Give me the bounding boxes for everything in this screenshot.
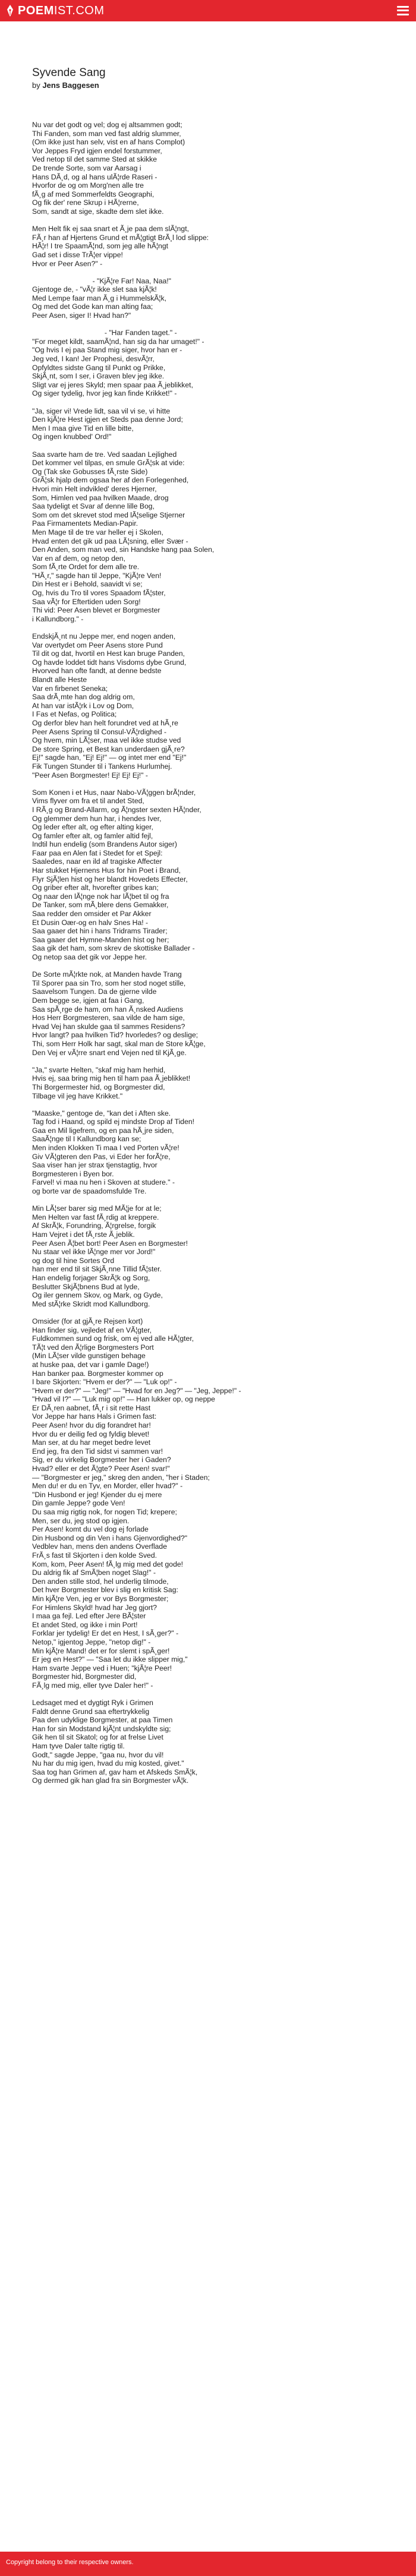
logo-text-bold: POEM (18, 4, 54, 17)
poem-line: Tag fod i Haand, og spild ej mindste Drop af Tiden! (32, 1117, 195, 1126)
poem-line: Og leder efter alt, og efter alting kiger, (32, 823, 153, 832)
poem-line: Er DÃ¸ren aabnet, fÃ¸r i sit rette Hast (32, 1403, 151, 1412)
poem-line: Hans DÃ¸d, og al hans ulÃ¦rde Raseri - (32, 172, 157, 181)
poem-line: Peer Asen, siger I! Hvad han?" (32, 311, 131, 320)
poem-line: Fik Tungen Stunder til i Tankens Hurlumhej. (32, 762, 172, 771)
poem-line: Det kommer vel tilpas, en smule GrÃ¦sk at vide: (32, 459, 185, 468)
poem-line: Det hver Borgmester blev i slig en kritisk Sag: (32, 1586, 178, 1595)
poem-line: "Ja," svarte Helten, "skaf mig ham herhid, (32, 1065, 166, 1074)
poem-line: - "KjÃ¦re Far! Naa, Naa!" (32, 276, 171, 285)
poem-line: Hvad enten det gik ud paa LÃ¦sning, eller Svær - (32, 536, 188, 545)
poem-line: Thi Fanden, som man ved fast aldrig slummer, (32, 129, 181, 138)
by-label: by (32, 81, 40, 90)
poem-line: Paa den udyklige Borgmester, at paa Timen (32, 1716, 173, 1725)
poem-line: De Sorte mÃ¦rkte nok, at Manden havde Trang (32, 970, 182, 979)
poem-line: Saa viser han jer strax tjenstagtig, hvor (32, 1161, 157, 1170)
poem-line: Til Sporer paa sin Tro, som her stod noget stille, (32, 978, 186, 987)
poem-line: Min kjÃ¦re Mand! det er for slemt i spÃ¸ger! (32, 1646, 170, 1655)
poem-line: Dem begge se, igjen at faa i Gang, (32, 996, 144, 1005)
poem-line: Og med det Gode kan man alting faa; (32, 302, 153, 311)
poem-line: Opfyldtes sidste Gang til Punkt og Prikke, (32, 363, 166, 372)
stanza (32, 329, 389, 398)
stanza (32, 1317, 389, 1690)
poem-line: Og hvem, min LÃ¦ser, maa vel ikke studse ved (32, 736, 181, 745)
poem-line: TÃ¦t ved den Ã¦rlige Borgmesters Port (32, 1343, 154, 1352)
poem-line: Ej!" sagde han, "Ej! Ej!" — og intet mer end "Ej!" (32, 753, 187, 762)
stanza (32, 970, 389, 1057)
poem-line: Hvorfor de og om Morg'nen alle tre (32, 181, 144, 190)
poem-line: "Maaske," gentoge de, "kan det i Aften ske. (32, 1109, 171, 1117)
poem-line: Var overtydet om Peer Asens store Pund (32, 640, 163, 649)
poem-line: Flyr SjÃ¦len hist og her blandt Hovedets Effecter, (32, 875, 188, 883)
poem-line: Nu har du mig igen, hvad du mig kosted, givet." (32, 1759, 184, 1768)
poem-line: Men I maa give Tid en lille bitte, (32, 424, 134, 433)
poem-line: EndskjÃ¸nt nu Jeppe mer, end nogen anden, (32, 632, 176, 641)
poem-line: Nu var det godt og vel; dog ej altsammen godt; (32, 121, 182, 129)
poem-line: Thi, som Herr Holk har sagt, skal man de Store kÃ¦ge, (32, 1039, 206, 1048)
poem-line: Og netop saa det gik vor Jeppe her. (32, 953, 147, 961)
poem-line: Af SkrÃ¦k, Forundring, Ã¦rgrelse, forgik (32, 1221, 156, 1230)
poem-line: Netop," igjentog Jeppe, "netop dig!" - (32, 1637, 151, 1646)
poem-line: Som fÃ¸rte Ordet for dem alle tre. (32, 563, 140, 572)
poem-line: "Hvad vil I?" — "Luk mig op!" — Han lukker op, og neppe (32, 1395, 215, 1404)
poem-line: (Om ikke just han selv, vist en af hans Complot) (32, 138, 185, 147)
poem-line: Var en firbenet Seneka; (32, 684, 108, 693)
poem-line: Vor Jeppe har hans Hals i Grimen fast: (32, 1412, 157, 1421)
poem-line: Min kjÃ¦re Ven, jeg er vor Bys Borgmester; (32, 1594, 169, 1603)
poem-line: Den Anden, som man ved, sin Handske hang paa Solen, (32, 545, 215, 554)
poem-line: Som Konen i et Hus, naar Nabo-VÃ¦ggen brÃ¦nder, (32, 788, 196, 797)
poem-line: Han endelig forjager SkrÃ¦k og Sorg, (32, 1273, 150, 1282)
poem-line: Blandt alle Heste (32, 675, 87, 684)
poem-title: Syvende Sang (32, 67, 106, 79)
poem-line: Jeg ved, I kan! Jer Prophesi, desvÃ¦rr, (32, 355, 155, 364)
poem-line: For Himlens Skyld! hvad har Jeg gjort? (32, 1603, 157, 1612)
poem-line: Saaledes, naar en ild af tragiske Affecter (32, 857, 162, 866)
poem-line: FrÃ¸s fast til Skjorten i den kolde Sved. (32, 1551, 157, 1560)
poem-line: Vor Jeppes Fryd igjen endel forstummer, (32, 146, 162, 155)
poem-line: Farvel! vi maa nu hen i Skoven at studere." - (32, 1178, 175, 1187)
poem-line: og borte var de spaadomsfulde Tre. (32, 1187, 147, 1196)
poem-line: — "Borgmester er jeg," skreg den anden, "her i Staden; (32, 1473, 210, 1482)
stanza (32, 1699, 389, 1785)
poem-line: Som, sandt at sige, skadte dem slet ikke. (32, 207, 164, 216)
poem-line: At han var istÃ¦rk i Lov og Dom, (32, 701, 134, 710)
poem-line: Og havde loddet tidt hans Visdoms dybe Grund, (32, 658, 187, 667)
poem-line: Din Hest er i Behold, saavidt vi se; (32, 580, 143, 589)
poem-line: Faar paa en Alen fat i Stedet for et Spejl: (32, 848, 163, 857)
hamburger-menu-icon[interactable] (397, 5, 409, 17)
site-logo[interactable] (6, 4, 105, 18)
poem-line: Et Dusin Oær-og en halv Snes Ha! - (32, 918, 149, 927)
poem-line: I Fas et Nefas, og Politica; (32, 710, 117, 719)
poem-line: Borgmesteren i Byen bor. (32, 1169, 114, 1178)
poem-line: Din gamle Jeppe? gode Ven! (32, 1499, 125, 1508)
poem-line: Saa drÃ¸mte han dog aldrig om, (32, 693, 135, 702)
poem-line: Saa svarte ham de tre. Ved saadan Lejlighed (32, 450, 177, 459)
poem-line: I RÃ¸g og Brand-Allarm, og Ã¦ngster sexten HÃ¦nder, (32, 805, 201, 814)
poem-line: fÃ¸g af med Sommerfeldts Geographi, (32, 190, 155, 198)
poem-line: Men, ser du, jeg stod op igjen. (32, 1516, 130, 1525)
poem-line: Hvorved han ofte fandt, at denne bedste (32, 667, 162, 675)
poem-line: HÃ¦r! I tre SpaamÃ¦nd, som jeg alle hÃ¦ngt (32, 242, 168, 251)
poem-line: Hos Herr Borgmesteren, saa vilde de ham sige, (32, 1014, 185, 1022)
poem-line: i Kallundborg." - (32, 614, 84, 623)
poem-line: Og dermed gik han glad fra sin Borgmester vÃ¦k. (32, 1776, 189, 1785)
poem-line: Paa Firmamentets Median-Papir. (32, 519, 138, 528)
poem-line: Gaa en Mil ligefrem, og en paa hÃ¸jre siden, (32, 1126, 174, 1135)
poem-line: Gad set i disse TrÃ¦er vippe! (32, 250, 123, 259)
poem-line: Saa gik det ham, som skrev de skottiske Ballader - (32, 944, 195, 953)
poem-line: Thi vid: Peer Asen blevet er Borgmester (32, 606, 160, 615)
poem-line: Og famler efter alt, og famler altid fejl, (32, 831, 153, 840)
poem-line: Sig, er du virkelig Borgmester her i Gaden? (32, 1456, 171, 1464)
poem-line: Fuldkommen sund og frisk, om ej ved alle HÃ¦gter, (32, 1334, 194, 1343)
poem-line: Per Asen! komt du vel dog ej forlade (32, 1525, 149, 1534)
poem-line: De store Spring, et Best kan underdaen gjÃ¸re? (32, 744, 185, 753)
poem-line: Gjentoge de, - "vÃ¦r ikke slet saa kjÃ¦k! (32, 285, 157, 294)
poem-line: Faldt denne Grund saa eftertrykkelig (32, 1707, 150, 1716)
poem-line: Hvad Vej han skulde gaa til sammes Residens? (32, 1022, 185, 1031)
poem-line: Sligt var ej jeres Skyld; men spaar paa Ã¸jeblikket, (32, 380, 193, 389)
poem-line: Med Lempe faar man Ã¸g i HummelskÃ¦k, (32, 293, 167, 302)
poem-line: Og siger tydelig, hvor jeg kan finde Krikket!" - (32, 389, 177, 398)
poem-line: Og griber efter alt, hvorefter gribes kan; (32, 883, 159, 892)
author-link[interactable]: Jens Baggesen (42, 81, 99, 90)
poem-line: Og ingen knubbed' Ord!" (32, 433, 112, 441)
poem-line: Og naar den lÃ¦nge nok har lÃ¦bet til og fra (32, 892, 169, 901)
poem-line: Nu staar vel ikke lÃ¦nge mer vor Jord!" (32, 1248, 156, 1257)
poem-line: Men Mage til de tre var heller ej i Skolen, (32, 528, 163, 536)
logo-text-light: IST.COM (53, 4, 105, 17)
poem-line: Hvor du er deilig fed og fyldig blevet! (32, 1429, 150, 1438)
stanza (32, 225, 389, 268)
poem-line: Saa spÃ¸rge de ham, om han Ã¸nsked Audiens (32, 1005, 184, 1014)
poem-line: og dog til hine Sortes Ord (32, 1256, 115, 1265)
poem-line: Ham Vejret i det fÃ¸rste Ã¸jeblik. (32, 1230, 135, 1239)
stanza (32, 121, 389, 216)
poem-line: Saa tydeligt et Svar af denne lille Bog, (32, 502, 155, 511)
poem-line: Ved netop til det samme Sted at skikke (32, 155, 157, 164)
poem-line: Men Helten var fast fÃ¸rdig at kreppere. (32, 1213, 159, 1221)
poem-line: Gik hen til sit Skatol; og for at frelse Livet (32, 1733, 163, 1742)
poem-line: Vedblev han, mens den andens Overflade (32, 1542, 167, 1551)
poem-line: "Peer Asen Borgmester! Ej! Ej! Ej!" - (32, 771, 148, 779)
poem-line: Han banker paa. Borgmester kommer op (32, 1369, 163, 1378)
poem-line: Som om det skrevet stod med lÃ¦selige Stjerner (32, 510, 185, 519)
poem-line: GrÃ¦sk hjalp dem ogsaa her af den Forlegenhed, (32, 476, 189, 485)
poem-line: "For meget kildt, saamÃ¦nd, han sig da har umaget!" - (32, 337, 204, 346)
poem-line: Min LÃ¦ser barer sig med MÃ¦je for at le; (32, 1204, 162, 1213)
poem-line: Saavelsom Tungen. Da de gjerne vilde (32, 987, 157, 996)
stanza (32, 450, 389, 624)
poem-line: De trende Sorte, som var Aarsag i (32, 163, 141, 172)
poem-line: Ledsaget med et dygtigt Ryk i Grimen (32, 1699, 153, 1707)
poem-line: Hvad? eller er det Ã¦gte? Peer Asen! svar!" (32, 1464, 170, 1473)
poem-line: Man ser, at du har meget bedre levet (32, 1438, 151, 1447)
poem-line: Som, Himlen ved paa hvilken Maade, drog (32, 493, 169, 502)
poem-line: SaaÃ¦nge til I Kallundborg kan se; (32, 1135, 141, 1144)
poem-line: Den anden stille stod, hel underlig tilmode, (32, 1577, 169, 1586)
poem-line: Ham svarte Jeppe ved i Huen; "kjÃ¦re Peer! (32, 1663, 172, 1672)
stanza (32, 1204, 389, 1308)
poem-line: Beslutter SkjÃ¦bnens Bud at lyde, (32, 1282, 140, 1291)
poem-body (32, 121, 389, 1785)
stanza (32, 277, 389, 320)
poem-line: Peer Asens Spring til Consul-VÃ¦rdighed - (32, 727, 167, 736)
poem-line: I maa ga fejl. Led efter Jere BÃ¦ster (32, 1612, 146, 1621)
poem-line: Vims flyver om fra et til andet Sted, (32, 797, 144, 806)
stanza (32, 1109, 389, 1196)
poem-line: Borgmester hid, Borgmester did, (32, 1672, 137, 1681)
poem-line: Hvori min Helt indvikled' deres Hjerner, (32, 484, 157, 493)
poem-line: Den kjÃ¦re Hest igjen et Steds paa denne Jord; (32, 415, 183, 424)
poem-line: Saa gaaer det Hymne-Manden hist og her; (32, 935, 169, 944)
top-bar (0, 0, 416, 21)
poem-line: Hvor er Peer Asen?" - (32, 259, 103, 268)
poem-line: Peer Asen Ã¦bet bort! Peer Asen en Borgmester! (32, 1239, 188, 1248)
poem-line: Du aldrig fik af SmÃ¦ben noget Slag!" - (32, 1568, 156, 1577)
pen-nib-icon (6, 4, 14, 17)
poem-line: at huske paa, det var i gamle Dage!) (32, 1360, 149, 1369)
stanza (32, 407, 389, 441)
poem-line: Saa vÃ¦r for Eftertiden uden Sorg! (32, 597, 141, 606)
poem-line: (Min LÃ¦ser vilde gunstigen behage (32, 1352, 146, 1360)
poem-line: "Hvem er der?" — "Jeg!" — "Hvad for en Jeg?" — "Jeg, Jeppe!" - (32, 1386, 241, 1395)
poem-line: Hvor langt? paa hvilken Tid? hvorledes? og deslige; (32, 1031, 198, 1040)
poem-line: Giv VÃ¦gteren den Pas, vi Eder her forÃ¦re, (32, 1152, 171, 1161)
poem-line: De Tanker, som mÃ¸blere dens Gemakker, (32, 901, 169, 910)
poem-line: Et andet Sted, og ikke i min Port! (32, 1620, 138, 1629)
poem-line: Saa redder den omsider et Par Akker (32, 910, 152, 918)
poem-line: Og derfor blev han helt forundret ved at hÃ¸re (32, 718, 178, 727)
stanza (32, 788, 389, 962)
poem-line: Men inden Klokken Ti maa I ved Porten vÃ¦re! (32, 1144, 179, 1153)
poem-line: End jeg, fra den Tid sidst vi sammen var! (32, 1447, 163, 1456)
poem-line: Men Helt fik ej saa snart et Ã¸je paa dem slÃ¦ngt, (32, 225, 189, 233)
poem-line: Hvis ej, saa bring mig hen til ham paa Ã¸jeblikket! (32, 1074, 191, 1083)
poem-line: Er jeg en Hest?" — "Saa let du ikke slipper mig," (32, 1655, 188, 1664)
poem-line: - "Har Fanden taget." - (32, 329, 177, 337)
poem-line: Ham tyve Daler talte rigtig til. (32, 1742, 125, 1751)
poem-line: "Din Husbond er jeg! Kjender du ej mere (32, 1490, 162, 1499)
poem-line: Han finder sig, vejledet af en VÃ¦gter, (32, 1325, 152, 1334)
poem-content (32, 67, 389, 1794)
poem-line: Omsider (for at gjÃ¸re Rejsen kort) (32, 1317, 143, 1325)
poem-line: Og fik der' rene Skrup i HÃ¦rerne, (32, 198, 139, 207)
copyright-text: Copyright belong to their respective owners. (6, 2559, 134, 2566)
poem-line: Den Vej er vÃ¦rre snart end Vejen ned til KjÃ¸ge. (32, 1048, 187, 1057)
poem-line: I bare Skjorten: "Hvem er der?" — "Luk op!" - (32, 1378, 177, 1387)
poem-line: Og iler gennem Skov, og Mark, og Gyde, (32, 1291, 163, 1300)
poem-line: Med stÃ¦rke Skridt mod Kallundborg. (32, 1299, 150, 1308)
poem-line: "HÃ¸r," sagde han til Jeppe, "KjÃ¦re Ven! (32, 571, 162, 580)
poem-line: Godt," sagde Jeppe, "gaa nu, hvor du vil! (32, 1750, 164, 1759)
stanza (32, 632, 389, 779)
poem-line: Saa gaaer det hin i hans Tridrams Tirader; (32, 927, 168, 936)
poem-line: Var en af dem, og netop den, (32, 554, 125, 563)
poem-line: FÃ¸r han af Hjertens Grund et mÃ¦gtigt BrÃ¸l lod slippe: (32, 233, 209, 242)
poem-line: Til dit og dat, hvortil en Hest kan bruge Panden, (32, 649, 185, 658)
byline (32, 81, 389, 90)
poem-line: Kom, kom, Peer Asen! fÃ¸lg mig med det gode! (32, 1560, 184, 1568)
poem-line: Tilbage vil jeg have Krikket." (32, 1091, 123, 1100)
poem-line: Forklar jer tydelig! Er det en Hest, I sÃ¸ger?" - (32, 1629, 179, 1638)
poem-line: Og (Tak ske Gobusses fÃ¸rste Side) (32, 467, 148, 476)
poem-line: Indtil hun endelig (som Brandens Autor siger) (32, 840, 177, 849)
poem-line: Og, hvis du Tro til vores Spaadom fÃ¦ster, (32, 589, 166, 598)
poem-line: Din Husbond og din Ven i hans Gjenvordighed?" (32, 1533, 188, 1542)
poem-line: Og glemmer dem hun har, i hendes Iver, (32, 814, 162, 823)
poem-line: Han for sin Modstand kjÃ¦nt undskyldte sig; (32, 1724, 171, 1733)
poem-line: Du saa mig rigtig nok, for nogen Tid; krepere; (32, 1508, 177, 1516)
poem-line: "Ja, siger vi! Vrede lidt, saa vil vi se, vi hitte (32, 406, 171, 415)
footer-bar (0, 2552, 416, 2576)
poem-line: Men du! er du en Tyv, en Morder, eller hvad?" - (32, 1482, 183, 1491)
poem-line: Saa tog han Grimen af, gav ham et Afskeds SmÃ¦k, (32, 1767, 198, 1776)
poem-line: Peer Asen! hvor du dig forandret har! (32, 1421, 151, 1430)
poem-line: Thi Borgermester hid, og Borgmester did, (32, 1082, 165, 1091)
poem-line: "Og hvis I ej paa Stand mig siger, hvor han er - (32, 346, 182, 355)
poem-line: SkjÃ¸nt, som I ser, i Graven blev jeg ikke. (32, 372, 165, 381)
poem-line: han mer end til sit SkjÃ¸nne Tillid fÃ¦ster. (32, 1265, 162, 1274)
poem-line: Har stukket Hjernens Hus for hin Poet i Brand, (32, 866, 181, 875)
poem-line: FÃ¸lg med mig, eller tyve Daler her!" - (32, 1681, 153, 1690)
stanza (32, 1066, 389, 1100)
